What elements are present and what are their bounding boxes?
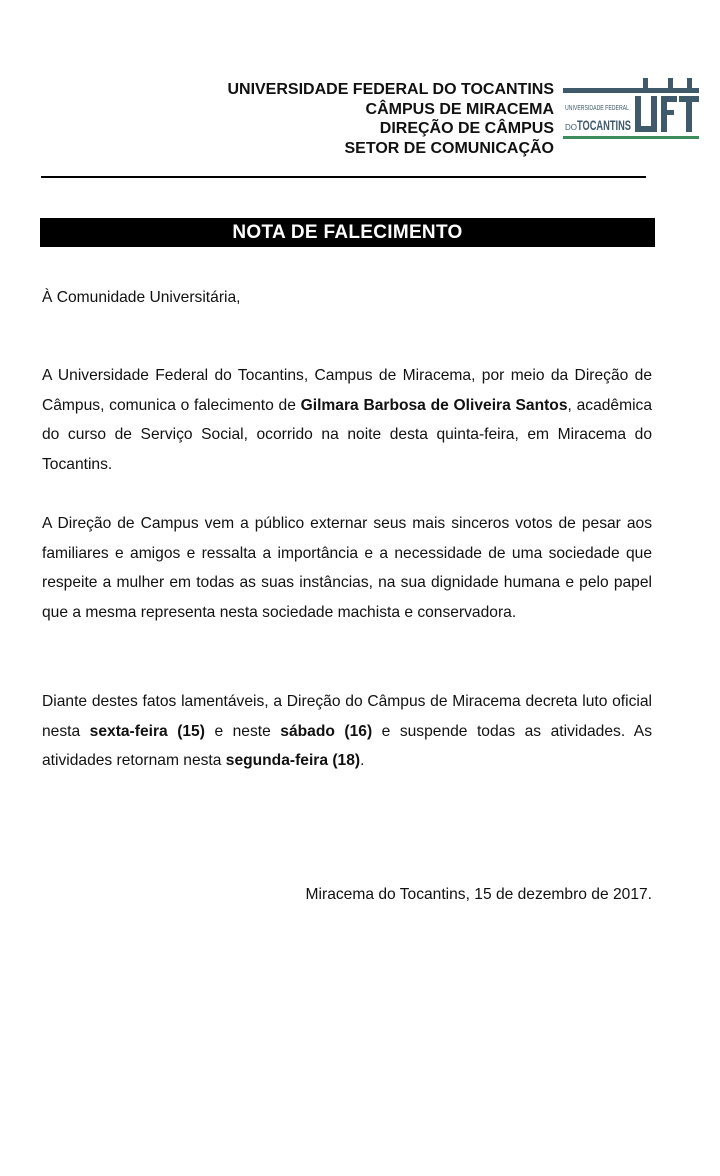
header-sector: SETOR DE COMUNICAÇÃO: [344, 139, 554, 157]
paragraph-announcement: [42, 361, 652, 479]
page-title: NOTA DE FALECIMENTO: [40, 218, 655, 247]
uft-mark: [635, 78, 699, 132]
return-day-monday: segunda-feira (18): [225, 752, 361, 770]
mourning-day-friday: sexta-feira (15): [89, 722, 205, 740]
logo-top-band: [563, 88, 699, 93]
logo-small-text: UNIVERSIDADE FEDERAL: [565, 103, 629, 112]
header-campus: CÂMPUS DE MIRACEMA: [365, 100, 554, 118]
paragraph3-text-2: e neste: [204, 722, 281, 740]
paragraph-mourning: [42, 687, 652, 776]
paragraph1-text-end: , acadêmica do curso de Serviço Social, ocorrido na noite desta quinta-feira, em Miracema do Tocantins.: [42, 396, 653, 473]
uft-logo: [563, 78, 699, 140]
logo-green-line: [563, 136, 699, 139]
header-divider: [41, 176, 646, 178]
salutation: À Comunidade Universitária,: [42, 289, 241, 306]
paragraph3-text-3: e suspende todas as atividades. As atividades retornam nesta: [42, 722, 653, 770]
logo-name-text: TOCANTINS: [577, 117, 631, 133]
paragraph3-text-end: .: [360, 752, 365, 770]
paragraph-condolences: A Direção de Campus vem a público externar seus mais sinceros votos de pesar aos familiares e amigos e ressalta a importância e a necessidade de uma sociedade que respeite a mulher em todas as suas instâncias, na sua dignidade humana e pelo papel que a mesma representa nesta sociedade machista e conservadora.: [42, 515, 652, 621]
logo-do-text: DO: [565, 123, 577, 132]
paragraph1-text: A Universidade Federal do Tocantins, Campus de Miracema, por meio da Direção de Câmpus, comunica o falecimento de: [42, 367, 652, 414]
header-directorate: DIREÇÃO DE CÂMPUS: [379, 120, 554, 137]
header-university: UNIVERSIDADE FEDERAL DO TOCANTINS: [227, 81, 554, 98]
place-and-date: Miracema do Tocantins, 15 de dezembro de 2017.: [305, 886, 652, 903]
mourning-day-saturday: sábado (16): [280, 722, 373, 740]
deceased-name: Gilmara Barbosa de Oliveira Santos: [300, 396, 568, 414]
paragraph3-text: Diante destes fatos lamentáveis, a Direção do Câmpus de Miracema decreta luto oficial nesta: [42, 693, 652, 740]
institution-header: [150, 80, 554, 158]
